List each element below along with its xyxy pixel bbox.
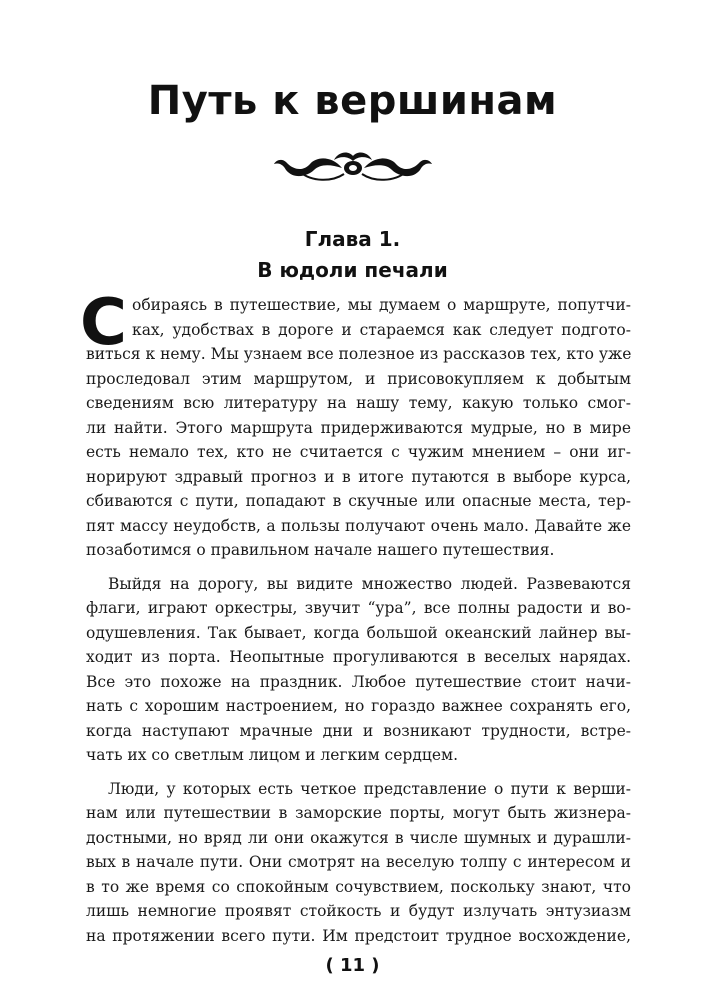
text-line: пят массу неудобств, а пользы получают очень мало. Давайте же [86, 516, 631, 535]
page-number: ( 11 ) [325, 955, 380, 976]
text-line: сбиваются с пути, попадают в скучные или опасные места, тер- [86, 492, 631, 510]
text-line: позаботимся о правильном начале нашего путешествия. [86, 541, 555, 559]
text-line: Выйдя на дорогу, вы видите множество людей. Развеваются [108, 574, 631, 593]
chapter-title: В юдоли печали [257, 258, 448, 282]
text-line: лишь немногие проявят стойкость и будут излучать энтузиазм [86, 902, 631, 920]
text-line: нам или путешествии в заморские порты, могут быть жизнера- [86, 804, 631, 822]
text-line: нать с хорошим настроением, но гораздо важнее сохранять его, [86, 697, 631, 715]
drop-cap: С [80, 286, 127, 360]
paragraph [80, 286, 632, 563]
text-line: есть немало тех, кто не считается с чужим мнением – они иг- [86, 443, 631, 461]
chapter-number: Глава 1. [304, 227, 401, 251]
text-line: обираясь в путешествие, мы думаем о маршруте, попутчи- [132, 296, 631, 314]
text-line: достными, но вряд ли они окажутся в числе шумных и дурашли- [86, 828, 631, 847]
text-line: флаги, играют оркестры, звучит “ура”, все полны радости и во- [86, 599, 631, 617]
text-line: ходит из порта. Неопытные прогуливаются в веселых нарядах. [86, 648, 631, 666]
text-line: на протяжении всего пути. Им предстоит трудное восхождение, [86, 926, 631, 945]
body-text [80, 286, 632, 957]
page-title: Путь к вершинам [147, 78, 558, 124]
text-line: норируют здравый прогноз и в итоге путаются в выборе курса, [86, 467, 631, 486]
text-line: виться к нему. Мы узнаем все полезное из рассказов тех, кто уже [86, 345, 632, 363]
text-line: вых в начале пути. Они смотрят на веселую толпу с интересом и [86, 853, 631, 871]
ornament-icon [272, 148, 434, 188]
text-line: Все это похоже на праздник. Любое путешествие стоит начи- [86, 672, 631, 691]
text-line: ли найти. Этого маршрута придерживаются мудрые, но в мире [86, 418, 631, 437]
text-line: ках, удобствах в дороге и стараемся как следует подгото- [132, 320, 631, 339]
text-line: в то же время со спокойным сочувствием, поскольку знают, что [86, 877, 631, 896]
text-line: Люди, у которых есть четкое представление о пути к верши- [108, 779, 631, 798]
paragraph [86, 572, 631, 768]
text-line: проследовал этим маршрутом, и присовокупляем к добытым [86, 369, 631, 388]
text-line: когда наступают мрачные дни и возникают трудности, встре- [86, 721, 631, 740]
paragraph [86, 777, 631, 949]
text-line: одушевления. Так бывает, когда большой океанский лайнер вы- [86, 623, 631, 642]
text-line: чать их со светлым лицом и легким сердцем. [86, 746, 458, 764]
text-line: сведениям всю литературу на нашу тему, какую только смог- [86, 394, 631, 412]
